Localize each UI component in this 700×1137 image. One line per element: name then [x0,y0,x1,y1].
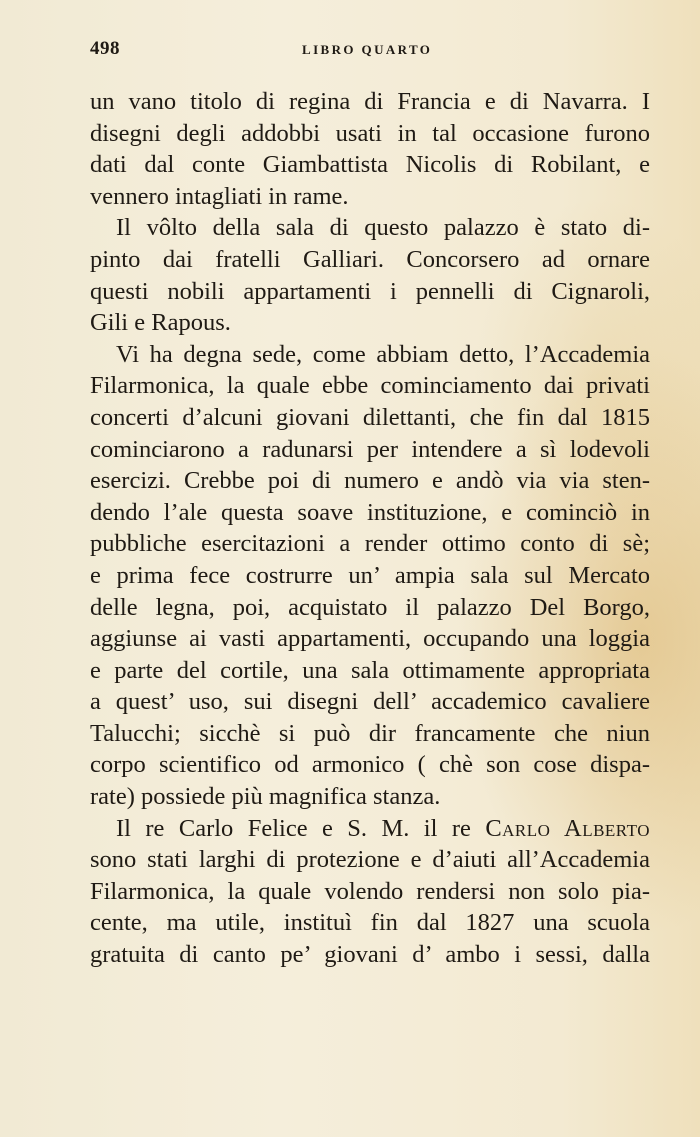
text-line: Filarmonica, la quale volendo rendersi non solo pia- [90,877,650,905]
running-head: LIBRO QUARTO [302,42,433,57]
text-line: pinto dai fratelli Galliari. Concorsero ad ornare [90,245,650,273]
text-line: disegni degli addobbi usati in tal occasione furono [90,119,650,147]
text-line: concerti d’alcuni giovani dilettanti, che fin dal 1815 [90,403,650,431]
text-line: delle legna, poi, acquistato il palazzo Del Borgo, [90,593,650,621]
paragraph [90,86,650,212]
text-line: esercizi. Crebbe poi di numero e andò via via sten- [90,467,650,495]
text-line: Gili e Rapous. [90,309,231,337]
text-line: rate) possiede più magnifica stanza. [90,783,441,811]
text-line: Filarmonica, la quale ebbe cominciamento dai privati [90,372,650,400]
text-line: cominciarono a radunarsi per intendere a sì lodevoli [90,435,650,463]
text-line: aggiunse ai vasti appartamenti, occupando una loggia [90,625,650,653]
text-fragment: Il re Carlo Felice e S. M. il re [116,814,486,842]
text-line: Vi ha degna sede, come abbiam detto, l’Accademia [116,340,650,368]
small-caps-name: Carlo Alberto [485,814,650,842]
text-line: a quest’ uso, sui disegni dell’ accademico cavaliere [90,688,650,716]
page-header [90,38,650,64]
text-line: Il vôlto della sala di questo palazzo è stato di- [116,214,650,242]
text-line: vennero intagliati in rame. [90,182,349,210]
paragraph [90,339,650,813]
body-text [90,86,650,971]
text-line: gratuita di canto pe’ giovani d’ ambo i sessi, dalla [90,941,650,969]
text-line: e prima fece costrurre un’ ampia sala sul Mercato [90,561,650,589]
text-line: sono stati larghi di protezione e d’aiuti all’Accademia [90,846,650,874]
text-line: questi nobili appartamenti i pennelli di Cignaroli, [90,277,650,305]
text-line: cente, ma utile, instituì fin dal 1827 una scuola [90,909,650,937]
text-line: corpo scientifico od armonico ( chè son cose dispa- [90,751,650,779]
text-line: e parte del cortile, una sala ottimamente appropriata [90,656,650,684]
text-line: un vano titolo di regina di Francia e di Navarra. I [90,88,650,115]
paragraph [90,212,650,338]
text-line-with-name [90,813,650,845]
page-number: 498 [90,38,120,59]
paragraph [90,813,650,971]
text-line: pubbliche esercitazioni a render ottimo conto di sè; [90,530,650,558]
text-line: Talucchi; sicchè si può dir francamente che niun [90,719,650,747]
text-line: dati dal conte Giambattista Nicolis di Robilant, e [90,151,650,179]
text-line: dendo l’ale questa soave instituzione, e cominciò in [90,498,650,526]
